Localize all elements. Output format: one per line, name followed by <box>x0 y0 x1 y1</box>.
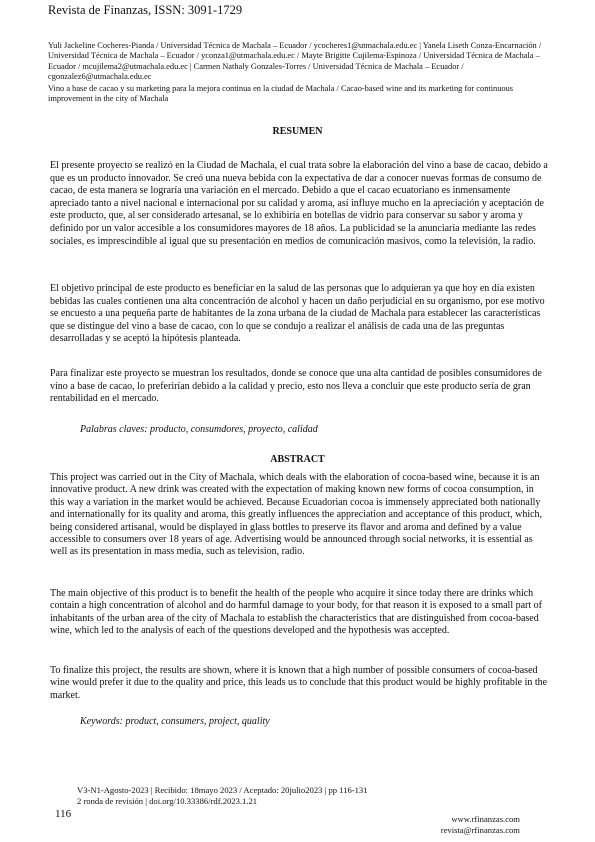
author-list: Yuli Jackeline Cocheres-Pianda / Universidad Técnica de Machala – Ecuador / ycocheres1@utmachala.edu.ec | Yanela Liseth Conza-Encarnación / Universidad Técnica de Machala – Ecuador / yconza1@utmachala.edu.ec / Mayte Brigitte Cujilema-Espinoza / Universidad Técnica de Machala – Ecuador / mcujilema2@utmachala.edu.ec | Carmen Nathaly Gonzales-Torres / Universidad Técnica de Machala – Ecuador / cgonzalez6@utmachala.edu.ec <box>48 41 542 82</box>
article-title: Vino a base de cacao y su marketing para la mejora continua en la ciudad de Machala / Cacao-based wine and its marketing for continuous improvement in the city of Machala <box>48 84 514 104</box>
journal-title: Revista de Finanzas, ISSN: 3091-1729 <box>48 3 243 17</box>
abstract-paragraph-3: To finalize this project, the results are shown, where it is known that a high number of possible consumers of cocoa-based wine would prefer it due to the quality and price, this leads us to conclude that this product would be highly profitable in the market. <box>50 665 548 701</box>
website-link[interactable]: www.rfinanzas.com <box>451 814 520 824</box>
abstract-keywords: Keywords: product, consumers, project, quality <box>80 716 270 727</box>
journal-contact <box>420 814 520 836</box>
resumen-keywords: Palabras claves: producto, consumdores, proyecto, calidad <box>80 424 318 435</box>
email-link[interactable]: revista@rfinanzas.com <box>440 825 520 835</box>
publication-metadata <box>77 785 437 807</box>
abstract-paragraph-2: The main objective of this product is to benefit the health of the people who acquire it since today there are drinks which contain a high concentration of alcohol and do harmful damage to your body, for that reason it is exposed to a small part of inhabitants of the urban area of the city of Machala to establish the characteristics that are distinguished from cocoa-based wine, which led to the analysis of each of the questions developed and the hypothesis was accepted. <box>50 588 542 637</box>
abstract-heading: ABSTRACT <box>270 454 325 465</box>
resumen-paragraph-1: El presente proyecto se realizó en la Ciudad de Machala, el cual trata sobre la elaboración del vino a base de cacao, debido a que es un producto innovador. Se creó una nueva bebida con la expectativa de dar a conocer nuevas formas de consumo de cacao, de esta manera se lograría una variación en el mercado. Debido a que el cacao ecuatoriano es inmensamente apreciado tanto a nivel nacional e internacional por su calidad y aroma, así influye mucho en la apreciación y aceptación de este producto, que, al ser considerado artesanal, se lo exhibiría en botellas de vidrio para conservar su sabor y aroma y definido por un valor accesible a los consumidores mayores de 18 años. La publicidad se la anunciaría mediante las redes sociales, es imprescindible al igual que su presentación en medios de comunicación masivos, como la televisión, la radio. <box>50 160 548 247</box>
doi-line[interactable]: 2 ronda de revisión | doi.org/10.33386/rdf.2023.1.21 <box>77 796 258 806</box>
resumen-paragraph-2: El objetivo principal de este producto es beneficiar en la salud de las personas que lo adquieran ya que hoy en día existen bebidas las cuales contienen una alta concentración de alcohol y hacen un daño perjudicial en su organismo, por ese motivo se encuesto a una pequeña parte de habitantes de la zona urbana de la ciudad de Machala para establecer las características que se distingue del vino a base de cacao, con lo que se condujo a realizar el análisis de cada una de las preguntas desarrolladas y se aceptó la hipótesis planteada. <box>50 283 545 345</box>
resumen-heading: RESUMEN <box>272 126 323 137</box>
page-number: 116 <box>55 808 72 820</box>
abstract-paragraph-1: This project was carried out in the City of Machala, which deals with the elaboration of cocoa-based wine, because it is an innovative product. A new drink was created with the expectation of making known new forms of cocoa consumption, in this way a variation in the market would be achieved. Because Ecuadorian cocoa is immensely appreciated both nationally and internationally for its quality and aroma, this greatly influences the appreciation and acceptance of this product, which, being considered artisanal, would be displayed in glass bottles to preserve its flavor and aroma and defined by a value accessible to consumers over 18 years of age. Advertising would be announced through social networks, it is essential as well as its presentation in mass media, such as television, radio. <box>50 472 543 558</box>
publication-dates: V3-N1-Agosto-2023 | Recibido: 18mayo 2023 / Aceptado: 20julio2023 | pp 116-131 <box>77 785 368 795</box>
resumen-paragraph-3: Para finalizar este proyecto se muestran los resultados, donde se conoce que una alta cantidad de posibles consumidores de vino a base de cacao, lo preferirían debido a la calidad y precio, esto nos lleva a concluir que este producto sería de gran rentabilidad en el mercado. <box>50 368 542 405</box>
